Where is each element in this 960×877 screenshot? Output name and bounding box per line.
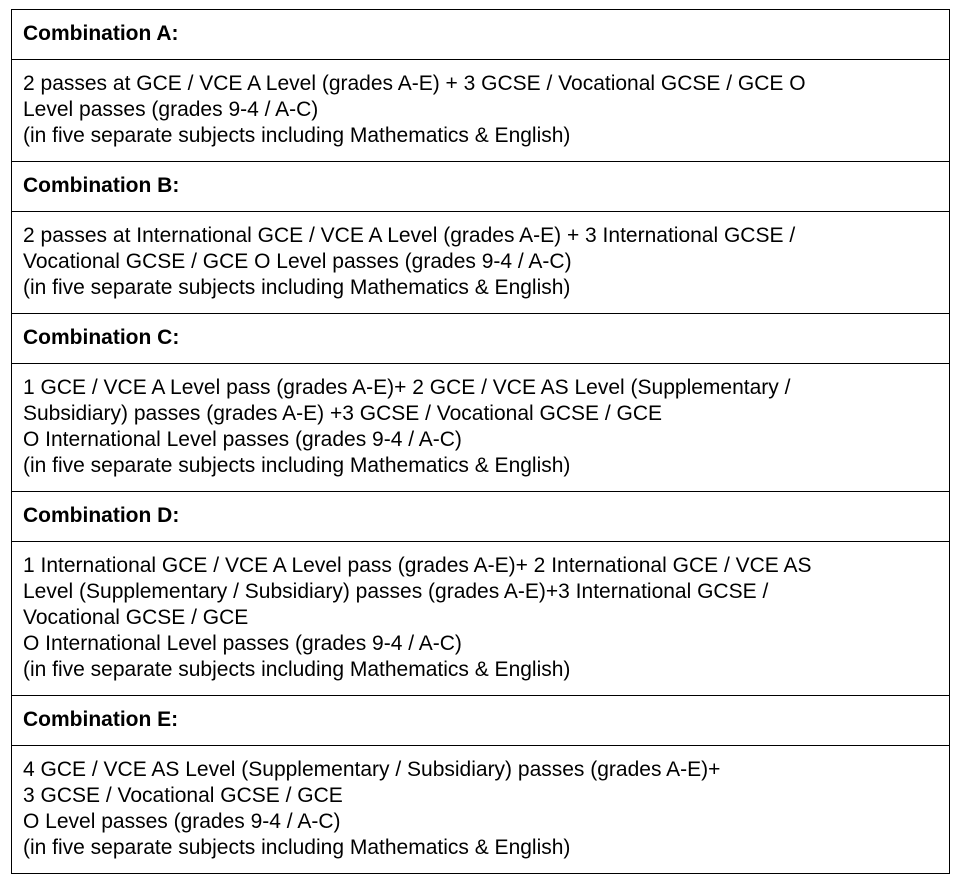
- requirement-line: (in five separate subjects including Mathematics & English): [23, 276, 571, 299]
- requirement-line: O International Level passes (grades 9-4 / A-C): [23, 632, 462, 655]
- combination-c-title: Combination C:: [12, 314, 950, 364]
- requirement-line: 1 International GCE / VCE A Level pass (grades A-E)+ 2 International GCE / VCE AS: [23, 554, 812, 577]
- requirement-line: (in five separate subjects including Mathematics & English): [23, 124, 571, 147]
- combination-e-header-row: [12, 696, 950, 746]
- requirement-line: Level passes (grades 9-4 / A-C): [23, 98, 319, 121]
- combination-c-requirements: [12, 364, 950, 492]
- requirement-line: O International Level passes (grades 9-4 / A-C): [23, 428, 462, 451]
- combination-b-requirements: [12, 212, 950, 314]
- combination-d-requirements: [12, 542, 950, 696]
- requirement-line: 4 GCE / VCE AS Level (Supplementary / Subsidiary) passes (grades A-E)+: [23, 758, 721, 781]
- combination-c-body-row: [12, 364, 950, 492]
- requirement-line: (in five separate subjects including Mathematics & English): [23, 658, 571, 681]
- combination-e-body-row: [12, 746, 950, 874]
- combination-d-header-row: [12, 492, 950, 542]
- requirement-line: 1 GCE / VCE A Level pass (grades A-E)+ 2 GCE / VCE AS Level (Supplementary /: [23, 376, 791, 399]
- requirement-line: (in five separate subjects including Mathematics & English): [23, 836, 571, 859]
- combination-b-body-row: [12, 212, 950, 314]
- combination-a-requirements: [12, 60, 950, 162]
- combination-a-header-row: [12, 10, 950, 60]
- combination-e-requirements: [12, 746, 950, 874]
- combination-d-title: Combination D:: [12, 492, 950, 542]
- combination-b-title: Combination B:: [12, 162, 950, 212]
- requirement-line: 2 passes at GCE / VCE A Level (grades A-E) + 3 GCSE / Vocational GCSE / GCE O: [23, 72, 806, 95]
- requirement-line: 3 GCSE / Vocational GCSE / GCE: [23, 784, 343, 807]
- requirement-line: O Level passes (grades 9-4 / A-C): [23, 810, 341, 833]
- combination-b-header-row: [12, 162, 950, 212]
- requirement-line: Level (Supplementary / Subsidiary) passes (grades A-E)+3 International GCSE /: [23, 580, 769, 603]
- requirement-line: Vocational GCSE / GCE: [23, 606, 249, 629]
- requirement-line: 2 passes at International GCE / VCE A Level (grades A-E) + 3 International GCSE /: [23, 224, 796, 247]
- combination-c-header-row: [12, 314, 950, 364]
- requirement-line: Subsidiary) passes (grades A-E) +3 GCSE / Vocational GCSE / GCE: [23, 402, 663, 425]
- requirement-line: Vocational GCSE / GCE O Level passes (grades 9-4 / A-C): [23, 250, 572, 273]
- combination-e-title: Combination E:: [12, 696, 950, 746]
- combination-d-body-row: [12, 542, 950, 696]
- combination-a-title: Combination A:: [12, 10, 950, 60]
- combinations-table: [11, 9, 950, 874]
- requirement-line: (in five separate subjects including Mathematics & English): [23, 454, 571, 477]
- combination-a-body-row: [12, 60, 950, 162]
